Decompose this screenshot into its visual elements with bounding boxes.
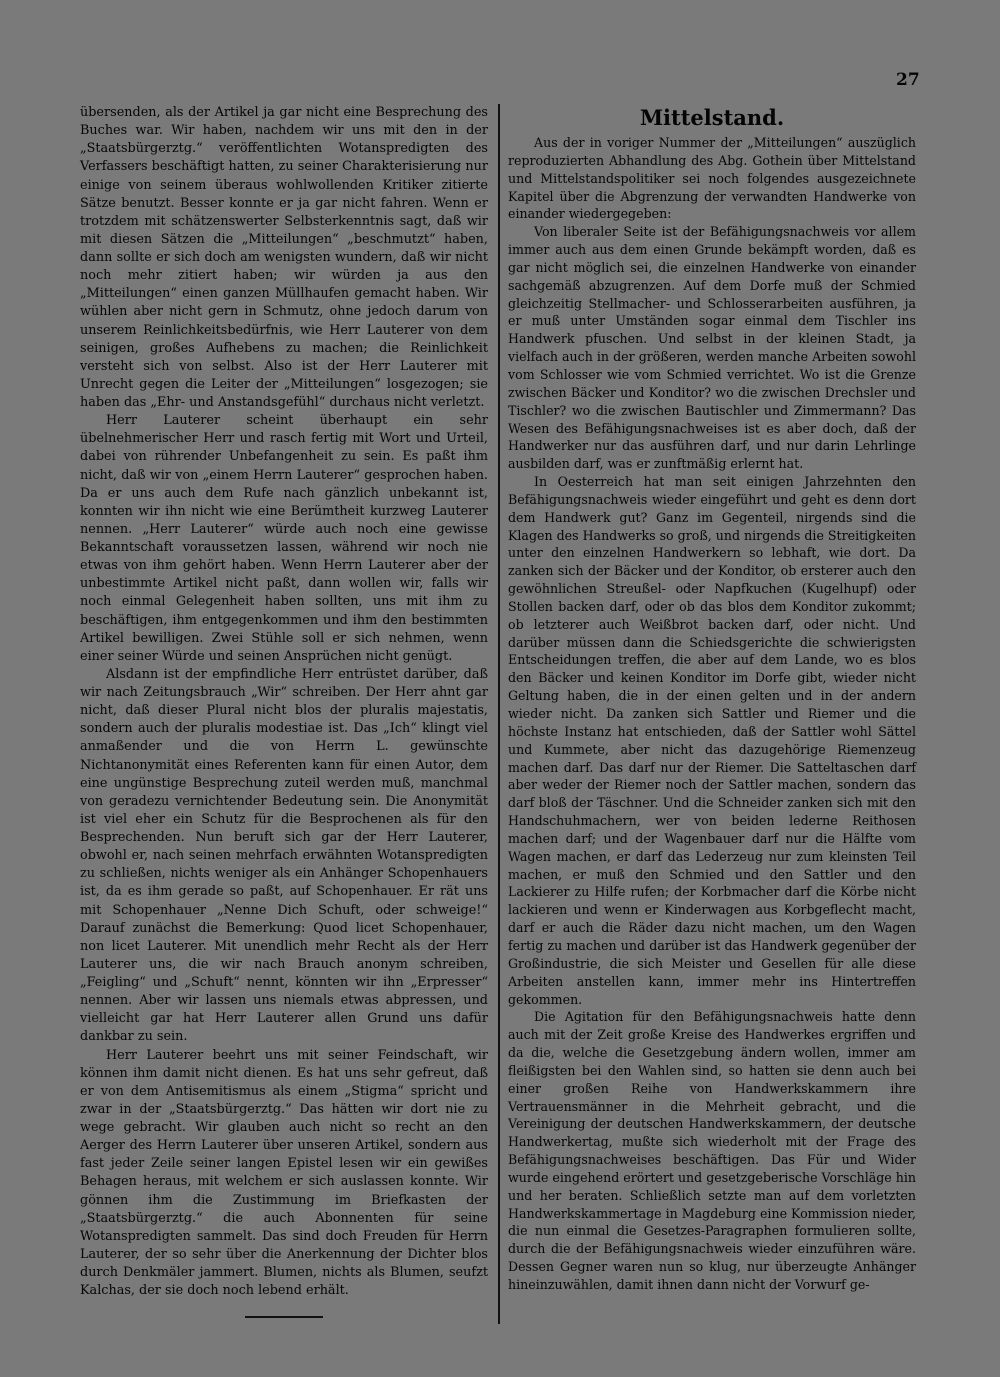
article-heading: Mittelstand.	[639, 105, 785, 130]
paragraph: In Oesterreich hat man seit einigen Jahrzehnten den Befähigungsnachweis wieder eingeführt und geht es denn dort dem Handwerk gut? Ganz im Gegenteil, nirgends sind die Klagen des Handwerks so groß, und nirgends die Streitigkeiten unter den einzelnen Handwerkern so lebhaft, wie dort. Da zanken sich der Bäcker und der Konditor, ob ersterer auch den gewöhnlichen Streußel- oder Napfkuchen (Kugelhupf) oder Stollen backen darf, oder ob das blos dem Konditor zukommt; ob letzterer auch Weißbrot backen darf, oder nicht. Und darüber müssen dann die Schiedsgerichte die schwierigsten Entscheidungen treffen, die aber auf dem Lande, wo es blos den Bäcker und keinen Konditor im Dorfe gibt, wieder nicht Geltung haben, die in der einen gelten und in der andern wieder nicht. Da zanken sich Sattler und Riemer und die höchste Instanz hat entschieden, daß der Sattler wohl Sättel und Kummete, aber nicht das dazugehörige Riemenzeug machen darf. Das darf nur der Riemer. Die Satteltaschen darf aber weder der Riemer noch der Sattler machen, sondern das darf bloß der Täschner. Und die Schneider zanken sich mit den Handschuhmachern, wer von beiden lederne Reithosen machen darf; und der Wagenbauer darf nur die Hälfte vom Wagen machen, er darf das Lederzeug nur zum kleinsten Teil machen, er muß den Schmied und den Sattler und den Lackierer zu Hilfe rufen; der Korbmacher darf die Körbe nicht lackieren und wenn er Kinderwagen aus Korbgeflecht macht, darf er auch die Räder dazu nicht machen, um den Wagen fertig zu machen und darüber ist das Handwerk gegenüber der Großindustrie, die sich Meister und Gesellen für alle diese Arbeiten anstellen kann, immer mehr ins Hintertreffen gekommen.	[508, 474, 916, 1007]
paragraph: Herr Lauterer scheint überhaupt ein sehr übelnehmerischer Herr und rasch fertig mit Wort und Urteil, dabei von rührender Unbefangenheit zu sein. Es paßt ihm nicht, daß wir von „einem Herrn Lauterer“ gesprochen haben. Da er uns auch dem Rufe nach gänzlich unbekannt ist, konnten wir ihn nicht wie eine Berümtheit kurzweg Lauterer nennen. „Herr Lauterer“ würde auch noch eine gewisse Bekanntschaft voraussetzen lassen, während wir noch nie etwas von ihm gehört haben. Wenn Herrn Lauterer aber der unbestimmte Artikel nicht paßt, dann wollen wir, falls wir noch einmal Gelegenheit haben sollten, uns mit ihm zu beschäftigen, ihm entgegenkommen und ihm den bestimmten Artikel bewilligen. Zwei Stühle soll er sich nehmen, wenn einer seiner Würde und seinen Ansprüchen nicht genügt.	[80, 413, 488, 664]
left-column	[80, 104, 488, 1318]
paragraph: Aus der in voriger Nummer der „Mitteilungen“ auszüglich reproduzierten Abhandlung des Abg. Gothein über Mittelstand und Mittelstandspolitiker sei noch folgendes ausgezeichnete Kapitel über die Abgrenzung der verwandten Handwerke von einander wiedergegeben:	[508, 135, 916, 222]
paragraph: Die Agitation für den Befähigungsnachweis hatte denn auch mit der Zeit große Kreise des Handwerkes ergriffen und da die, welche die Gesetzgebung ändern wollen, immer am fleißigsten bei den Wahlen sind, so hatten sie denn auch bei einer großen Reihe von Handwerkskammern ihre Vertrauensmänner in die Mehrheit gebracht, und die Vereinigung der deutschen Handwerkskammern, der deutsche Handwerkertag, mußte sich wiederholt mit der Frage des Befähigungsnachweises beschäftigen. Das Für und Wider wurde eingehend erörtert und gesetzgeberische Vorschläge hin und her beraten. Schließlich setzte man auf dem vorletzten Handwerkskammertage in Magdeburg eine Kommission nieder, die nun einmal die Gesetzes-Paragraphen formulieren sollte, durch die der Befähigungsnachweis wieder einzuführen wäre. Dessen Gegner waren nun so klug, nur überzeugte Anhänger hineinzuwählen, damit ihnen dann nicht der Vorwurf ge-	[508, 1009, 916, 1292]
paragraph: Herr Lauterer beehrt uns mit seiner Feindschaft, wir können ihm damit nicht dienen. Es hat uns sehr gefreut, daß er von dem Antisemitismus als einem „Stigma“ spricht und zwar in der „Staatsbürgerztg.“ Das hätten wir dort nie zu wege gebracht. Wir glauben auch nicht so recht an den Aerger des Herrn Lauterer über unseren Artikel, sondern aus fast jeder Zeile seiner langen Epistel lesen wir ein gewißes Behagen heraus, mit welchem er sich auslassen konnte. Wir gönnen ihm die Zustimmung im Briefkasten der „Staatsbürgerztg.“ die auch Abonnenten für seine Wotanspredigten sammelt. Das sind doch Freuden für Herrn Lauterer, der so sehr über die Anerkennung der Dichter blos durch Denkmäler jammert. Blumen, nichts als Blumen, seufzt Kalchas, der sie doch noch lebend erhält.	[80, 1047, 488, 1299]
paragraph: Alsdann ist der empfindliche Herr entrüstet darüber, daß wir nach Zeitungsbrauch „Wir“ schreiben. Der Herr ahnt gar nicht, daß dieser Plural nicht blos der pluralis majestatis, sondern auch der pluralis modestiae ist. Das „Ich“ klingt viel anmaßender und die von Herrn L. gewünschte Nichtanonymität eines Referenten kann für einen Autor, dem eine ungünstige Besprechung zuteil werden muß, manchmal von geradezu vernichtender Bedeutung sein. Die Anonymität ist viel eher ein Schutz für die Besprochenen als für den Besprechenden. Nun beruft sich gar der Herr Lauterer, obwohl er, nach seinen mehrfach erwähnten Wotanspredigten zu schließen, nichts weniger als ein Anhänger Schopenhauers ist, da es ihm gerade so paßt, auf Schopenhauer. Er rät uns mit Schopenhauer „Nenne Dich Schuft, oder schweige!“ Darauf zunächst die Bemerkung: Quod licet Schopenhauer, non licet Lauterer. Mit unendlich mehr Recht als der Herr Lauterer uns, die wir nach Brauch anonym schreiben, „Feigling“ und „Schuft“ nennt, könnten wir ihn „Erpresser“ nennen. Aber wir lassen uns niemals etwas abpressen, und vielleicht gar hat Herr Lauterer allen Grund uns dafür dankbar zu sein.	[80, 666, 488, 1045]
page-number: 27	[896, 70, 920, 90]
right-column	[508, 104, 916, 1294]
section-end-rule	[245, 1316, 323, 1318]
paragraph: Von liberaler Seite ist der Befähigungsnachweis vor allem immer auch aus dem einen Grunde bekämpft worden, daß es gar nicht möglich sei, die einzelnen Handwerke von einander sachgemäß abzugrenzen. Auf dem Dorfe muß der Schmied gleichzeitig Stellmacher- und Schlosserarbeiten ausführen, ja er muß unter Umständen sogar einmal dem Tischler ins Handwerk pfuschen. Und selbst in der kleinen Stadt, ja vielfach auch in der größeren, werden manche Arbeiten sowohl vom Schlosser wie vom Schmied verrichtet. Wo ist die Grenze zwischen Bäcker und Konditor? wo die zwischen Drechsler und Tischler? wo die zwischen Bautischler und Zimmermann? Das Wesen des Befähigungsnachweises ist es aber doch, daß der Handwerker nur das ausführen darf, und nur darin Lehrlinge ausbilden darf, was er zunftmäßig erlernt hat.	[508, 224, 916, 472]
column-divider	[498, 104, 500, 1324]
paragraph: übersenden, als der Artikel ja gar nicht eine Besprechung des Buches war. Wir haben, nachdem wir uns mit den in der „Staatsbürgerztg.“ veröffentlichten Wotanspredigten des Verfassers beschäftigt hatten, zu seiner Charakterisierung nur einige von seinem überaus wohlwollenden Kritiker zitierte Sätze benutzt. Besser konnte er ja gar nicht fahren. Wenn er trotzdem mit schätzenswerter Selbsterkenntnis sagt, daß wir mit diesen Sätzen die „Mitteilungen“ „beschmutzt“ haben, dann sollte er sich doch am wenigsten wundern, daß wir nicht noch mehr zitiert haben; wir würden ja aus den „Mitteilungen“ einen ganzen Müllhaufen gemacht haben. Wir wühlen aber nicht gern in Schmutz, ohne jedoch darum von unserem Reinlichkeitsbedürfnis, wie Herr Lauterer von dem seinigen, großes Aufhebens zu machen; die Reinlichkeit versteht sich von selbst. Also ist der Herr Lauterer mit Unrecht gegen die Leiter der „Mitteilungen“ losgezogen; sie haben das „Ehr- und Anstandsgefühl“ durchaus nicht verletzt.	[80, 105, 488, 410]
